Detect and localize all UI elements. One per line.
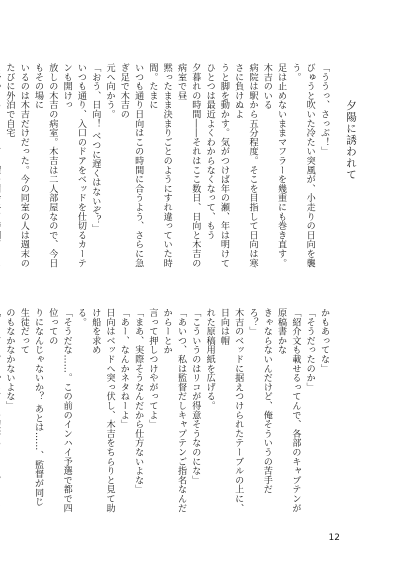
body-text-upper: 「ううっ、さっぶ！」 びゅうと吹いた冷たい突風が、小走りの日向を襲う。 足は止めないままマフラーを幾重にも巻き直す。木吉のいる 病院は駅から五分程度。そこを目指して日向は寒さに負けぬよ うと脚を動かす。気がつけば年の瀬、年は明けて ひとつは最近よくわからなくなって、もう 夕暮れの時間――それはここ数日、日向と木吉の病室で昼 黙ったまま決まりごとのようにすれ違っていた時間。たまに いつも通り日向はこの時間に合うよう、さらに急ぎ足で木吉の 元へ向かう。 「おう、日向！ べつに遅くはないぞ？」 いつも通り、入口のドアをベッドを仕切るカーテンも開けっ 放しの木吉の病室。木吉は二人部屋なので、今日もその場に いるのは木吉だけだった。今の同室の人は週末のたびに外泊で自宅 <box>4 63 329 268</box>
page-number: 12 <box>328 533 340 543</box>
chapter-title: 夕陽に誘われて <box>345 100 357 181</box>
body-text-lower: かもあってな」 「そうだったのか」 「紹介文も載せるってんで、各部のキャプテンが原稿書かな きゃならないんだけど、俺そういうの苦手だろ？」 木吉のベッドに据えつけられたテーブルの上に、日向は帽 れた原稿用紙を広げる。 「こういうのはリコが得意そうなのにな」 「あいつ、私は監督だしキャプテンご指名なんだからーとか 言って押しつけやがってよ」 「まあ、実際そうなんだから仕方ないよな」 「あー、なんかネタねーよ」 日向はベッドへ突っ伏し、木吉をちらりと見て助け船を求め る。 「そうだな……。この前のインハイ予選で都で四位っての りになんじゃないか？ あとは……、監督が同じ生徒だって のもなかなかないよな」 <box>4 308 329 513</box>
